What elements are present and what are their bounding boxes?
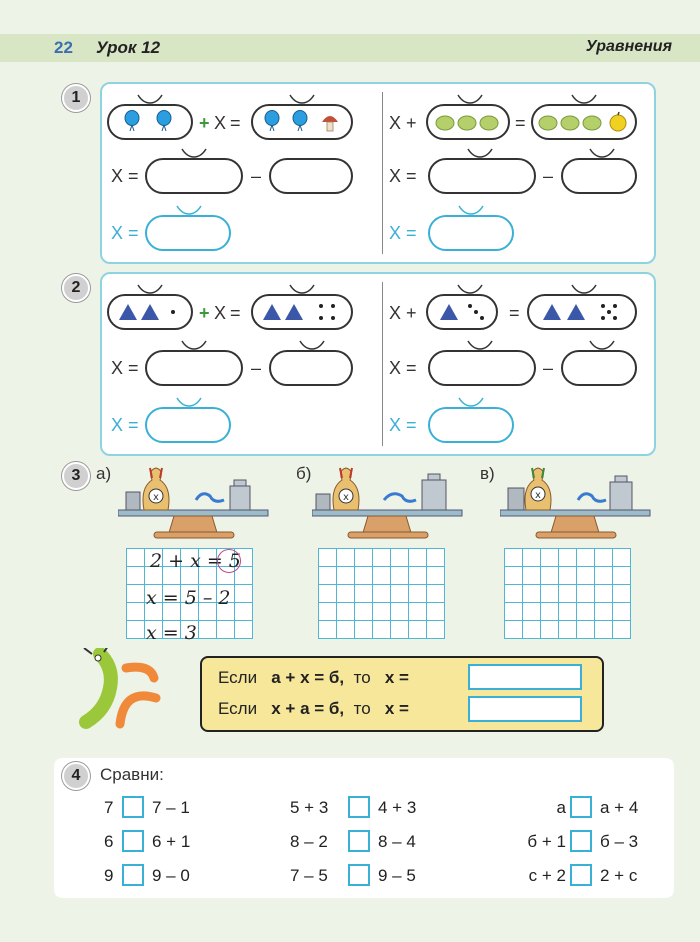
minus-sign: –: [251, 358, 262, 378]
triangle-icon: [141, 304, 159, 320]
rule-prefix: Если: [218, 668, 258, 687]
answer-oval-part[interactable]: [269, 350, 353, 386]
dot-icon: [468, 304, 472, 308]
plus-sign: +: [199, 113, 210, 133]
compare-right: б – 3: [600, 832, 639, 851]
rule-variable: х =: [384, 699, 409, 718]
brace-icon: [589, 148, 615, 158]
brace-icon: [571, 284, 597, 294]
triangle-icon: [567, 304, 585, 320]
result-oval[interactable]: [145, 215, 231, 251]
balance-scale-icon: [500, 466, 656, 542]
rule-box: [200, 656, 604, 732]
whole-oval: [251, 294, 353, 330]
answer-oval-whole[interactable]: [145, 350, 243, 386]
rule-expression: а + х = б,: [271, 668, 345, 687]
compare-sign-box[interactable]: [570, 830, 592, 852]
rule-line-2: [218, 699, 409, 719]
blue-balloon-icon: [123, 110, 141, 132]
answer-oval-whole[interactable]: [428, 158, 536, 194]
answer-oval-part[interactable]: [561, 158, 637, 194]
rule-line-1: [218, 668, 409, 688]
x-plus-label: X +: [389, 303, 417, 323]
mushroom-icon: [321, 112, 339, 134]
rule-prefix: Если: [218, 699, 258, 718]
x-plus-label: X +: [389, 113, 417, 133]
dot-icon: [319, 316, 323, 320]
dot-icon: [331, 304, 335, 308]
compare-right: 6 + 1: [152, 832, 191, 851]
answer-oval-part[interactable]: [269, 158, 353, 194]
blue-balloon-icon: [263, 110, 281, 132]
unknown-x: X: [214, 113, 227, 133]
pear-icon: [456, 112, 478, 132]
task-4-title: Сравни:: [100, 765, 164, 784]
minus-sign: –: [543, 358, 554, 378]
known-part-oval: [107, 104, 193, 140]
answer-grid-b[interactable]: [318, 548, 445, 639]
compare-left: 7: [104, 798, 114, 817]
handwritten-solution: x = 5 – 2: [146, 587, 231, 609]
bag-x-mark: x: [535, 490, 541, 501]
handwritten-equation: 2 + x = 5: [150, 550, 241, 572]
task-2-number: 2: [62, 274, 90, 302]
compare-left: б + 1: [527, 832, 566, 851]
brace-icon: [457, 94, 483, 104]
triangle-icon: [543, 304, 561, 320]
answer-grid-v[interactable]: [504, 548, 631, 639]
caterpillar-mascot-icon: [70, 648, 162, 732]
x-equals-result-label: X =: [389, 223, 417, 243]
topic-title: Уравнения: [585, 38, 672, 55]
dot-icon: [601, 304, 605, 308]
brace-icon: [467, 148, 493, 158]
x-equals-result-label: X =: [111, 223, 139, 243]
equals-sign: =: [230, 303, 241, 323]
lesson-title: Урок 12: [96, 38, 161, 57]
x-equals-label: X =: [389, 358, 417, 378]
triangle-icon: [285, 304, 303, 320]
triangle-icon: [119, 304, 137, 320]
balance-scale-icon: [312, 466, 468, 542]
equals-sign: =: [509, 303, 520, 323]
circled-answer-mark: [217, 549, 241, 573]
result-oval[interactable]: [145, 407, 231, 443]
compare-right: 8 – 4: [378, 832, 416, 851]
known-part-oval: [107, 294, 193, 330]
rule-answer-input-2[interactable]: [468, 696, 582, 722]
dot-icon: [601, 316, 605, 320]
task-4-number: 4: [62, 762, 90, 790]
rule-variable: х =: [384, 668, 409, 687]
rule-then: то: [353, 668, 371, 687]
task-1-number: 1: [62, 84, 90, 112]
page-number: 22: [54, 38, 73, 57]
dot-icon: [171, 310, 175, 314]
brace-icon: [289, 94, 315, 104]
apple-icon: [607, 111, 629, 133]
answer-oval-whole[interactable]: [428, 350, 536, 386]
x-equals-label: X =: [111, 358, 139, 378]
whole-oval: [531, 104, 637, 140]
minus-sign: –: [251, 166, 262, 186]
compare-sign-box[interactable]: [122, 864, 144, 886]
brace-icon: [176, 397, 202, 407]
triangle-icon: [440, 304, 458, 320]
x-equals-result-label: X =: [111, 415, 139, 435]
pear-icon: [434, 112, 456, 132]
rule-expression: х + а = б,: [271, 699, 345, 718]
balance-scale-icon: [118, 466, 274, 542]
compare-right: а + 4: [600, 798, 639, 817]
brace-icon: [589, 340, 615, 350]
compare-left: 8 – 2: [290, 832, 328, 851]
compare-sign-box[interactable]: [348, 830, 370, 852]
brace-icon: [458, 397, 484, 407]
compare-left: 6: [104, 832, 114, 851]
handwritten-answer: x = 3: [146, 622, 197, 644]
bag-x-mark: x: [153, 492, 159, 503]
whole-oval: [251, 104, 353, 140]
brace-icon: [467, 340, 493, 350]
unknown-x: X: [214, 303, 227, 323]
result-oval[interactable]: [428, 215, 514, 251]
brace-icon: [181, 148, 207, 158]
compare-left: а: [556, 798, 566, 817]
blue-balloon-icon: [291, 110, 309, 132]
minus-sign: –: [543, 166, 554, 186]
brace-icon: [181, 340, 207, 350]
dot-icon: [480, 316, 484, 320]
blue-balloon-icon: [155, 110, 173, 132]
brace-icon: [176, 205, 202, 215]
brace-icon: [137, 94, 163, 104]
dot-icon: [607, 310, 611, 314]
known-part-oval: [426, 294, 498, 330]
result-oval[interactable]: [428, 407, 514, 443]
compare-sign-box[interactable]: [348, 796, 370, 818]
equals-sign: =: [515, 113, 526, 133]
brace-icon: [571, 94, 597, 104]
compare-left: 9: [104, 866, 114, 885]
plus-sign: +: [199, 303, 210, 323]
known-part-oval: [426, 104, 510, 140]
equals-sign: =: [230, 113, 241, 133]
compare-left: 5 + 3: [290, 798, 329, 817]
task-3-number: 3: [62, 462, 90, 490]
compare-right: 9 – 5: [378, 866, 416, 885]
compare-sign-box[interactable]: [570, 864, 592, 886]
compare-sign-box[interactable]: [122, 830, 144, 852]
task-1-divider: [382, 92, 383, 254]
dot-icon: [319, 304, 323, 308]
compare-right: 4 + 3: [378, 798, 417, 817]
pear-icon: [478, 112, 500, 132]
compare-sign-box[interactable]: [348, 864, 370, 886]
brace-icon: [299, 340, 325, 350]
task-3-label-b: б): [296, 464, 312, 483]
rule-then: то: [353, 699, 371, 718]
compare-right: 7 – 1: [152, 798, 190, 817]
compare-sign-box[interactable]: [570, 796, 592, 818]
task-3-label-a: а): [96, 464, 112, 483]
x-equals-result-label: X =: [389, 415, 417, 435]
dot-icon: [613, 316, 617, 320]
compare-right: 2 + с: [600, 866, 638, 885]
brace-icon: [458, 205, 484, 215]
answer-oval-whole[interactable]: [145, 158, 243, 194]
compare-left: с + 2: [528, 866, 566, 885]
triangle-icon: [263, 304, 281, 320]
dot-icon: [474, 310, 478, 314]
compare-sign-box[interactable]: [122, 796, 144, 818]
pear-icon: [537, 112, 559, 132]
dot-icon: [331, 316, 335, 320]
whole-oval: [527, 294, 637, 330]
brace-icon: [137, 284, 163, 294]
pear-icon: [559, 112, 581, 132]
brace-icon: [457, 284, 483, 294]
answer-oval-part[interactable]: [561, 350, 637, 386]
compare-left: 7 – 5: [290, 866, 328, 885]
task-2-divider: [382, 282, 383, 446]
bag-x-mark: x: [343, 492, 349, 503]
task-3-label-v: в): [480, 464, 495, 483]
rule-answer-input-1[interactable]: [468, 664, 582, 690]
pear-icon: [581, 112, 603, 132]
x-equals-label: X =: [389, 166, 417, 186]
brace-icon: [289, 284, 315, 294]
compare-right: 9 – 0: [152, 866, 190, 885]
dot-icon: [613, 304, 617, 308]
x-equals-label: X =: [111, 166, 139, 186]
